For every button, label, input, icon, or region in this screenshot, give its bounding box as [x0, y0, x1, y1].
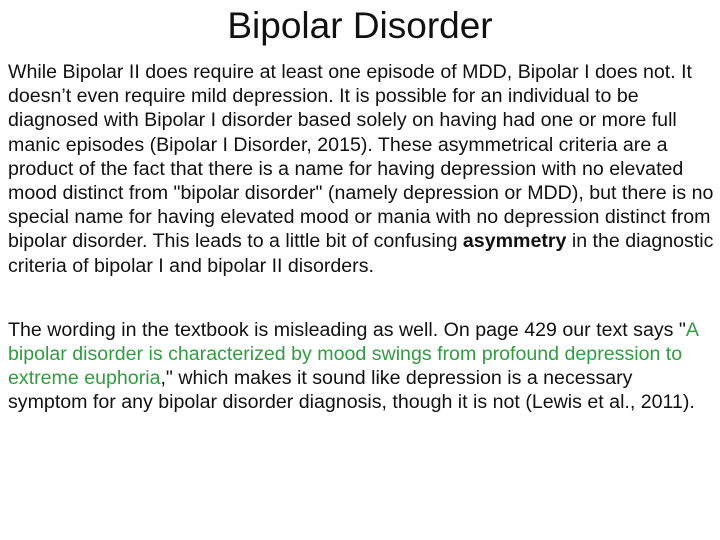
paragraph-asymmetry [8, 60, 714, 278]
paragraph1-text-end: in the diagnostic criteria of bipolar I and bipolar II disorders. [8, 230, 714, 277]
textbook-quote: A bipolar disorder is characterized by mood swings from profound depression to extreme euphoria [8, 318, 698, 390]
paragraph1-text-start: While Bipolar II does require at least one episode of MDD, Bipolar I does not. It doesn’t even require mild depression. It is possible for an individual to be diagnosed with Bipolar I disorder based solely on having had one or more full manic episodes (Bipolar I Disorder, 2015). These asymmetrical criteria are a product of the fact that there is a name for having depression with no elevated mood distinct from "bipolar disorder" (namely depression or MDD), but there is no special name for having elevated mood or mania with no depression distinct from bipolar disorder. This leads to a little bit of confusing [8, 61, 714, 253]
paragraph-textbook [8, 318, 714, 415]
paragraph2-text-start: The wording in the textbook is misleading as well. On page 429 our text says " [8, 318, 686, 341]
slide-title: Bipolar Disorder [227, 5, 493, 46]
slide-body [8, 60, 714, 415]
paragraph2-text-end: ," which makes it sound like depression is a necessary symptom for any bipolar disorder diagnosis, though it is not (Lewis et al., 2011). [8, 367, 695, 414]
bold-term-asymmetry: asymmetry [462, 230, 567, 253]
